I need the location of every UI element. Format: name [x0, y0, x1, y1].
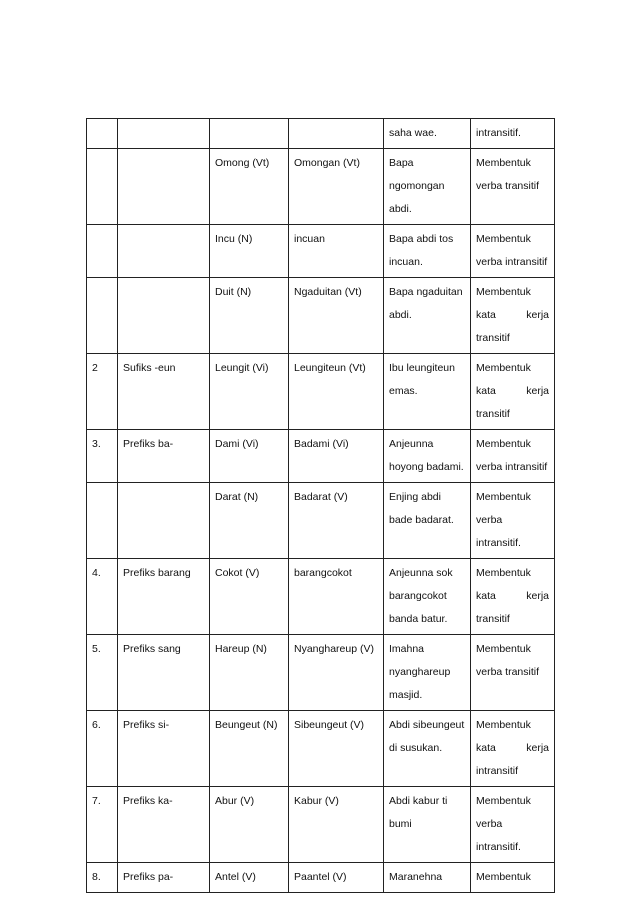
row-number-text: 4. [92, 567, 101, 579]
derived-word-text: Paantel (V) [294, 871, 347, 883]
description-text: Membentuk verba transitif [476, 157, 540, 192]
derived-word-text: Badarat (V) [294, 491, 348, 503]
table-row [87, 711, 555, 787]
derived-word-cell [289, 278, 384, 354]
derived-word-cell [289, 635, 384, 711]
affix-text: Prefiks ba- [123, 438, 174, 450]
derived-word-text: Ngaduitan (Vt) [294, 286, 362, 298]
example-sentence-text: Abdi kabur ti bumi [389, 795, 448, 830]
derived-word-cell [289, 483, 384, 559]
affix-cell [118, 483, 210, 559]
description-cell [471, 483, 555, 559]
derived-word-cell [289, 354, 384, 430]
base-word-cell [210, 483, 289, 559]
description-text: intransitif. [476, 127, 521, 139]
row-number-text: 6. [92, 719, 101, 731]
description-text: Membentuk verba intransitif [476, 438, 548, 473]
base-word-text: Incu (N) [215, 233, 253, 245]
description-text: Membentuk kata kerja intransitif [476, 719, 549, 777]
row-number-cell [87, 119, 118, 149]
derived-word-cell [289, 863, 384, 893]
affix-text: Prefiks si- [123, 719, 170, 731]
description-text: Membentuk kata kerja transitif [476, 567, 549, 625]
description-text: Membentuk kata kerja transitif [476, 286, 549, 344]
derived-word-cell [289, 225, 384, 278]
derived-word-text: Badami (Vi) [294, 438, 349, 450]
base-word-text: Leungit (Vi) [215, 362, 269, 374]
base-word-cell [210, 119, 289, 149]
base-word-text: Abur (V) [215, 795, 255, 807]
row-number-cell [87, 635, 118, 711]
description-text: Membentuk kata kerja transitif [476, 362, 549, 420]
table-row [87, 430, 555, 483]
example-sentence-text: Bapa abdi tos incuan. [389, 233, 454, 268]
row-number-text: 5. [92, 643, 101, 655]
table-row [87, 787, 555, 863]
row-number-cell [87, 711, 118, 787]
base-word-cell [210, 430, 289, 483]
description-text: Membentuk [476, 871, 531, 883]
table-row [87, 559, 555, 635]
description-cell [471, 559, 555, 635]
row-number-cell [87, 787, 118, 863]
derived-word-cell [289, 711, 384, 787]
base-word-text: Hareup (N) [215, 643, 267, 655]
row-number-text: 8. [92, 871, 101, 883]
example-sentence-cell [384, 430, 471, 483]
description-text: Membentuk verba intransitif. [476, 491, 531, 549]
base-word-cell [210, 149, 289, 225]
description-cell [471, 149, 555, 225]
derived-word-cell [289, 787, 384, 863]
table-row [87, 119, 555, 149]
base-word-cell [210, 559, 289, 635]
example-sentence-text: Abdi sibeungeut di susukan. [389, 719, 465, 754]
row-number-text: 3. [92, 438, 101, 450]
affix-text: Prefiks pa- [123, 871, 174, 883]
affix-text: Prefiks ka- [123, 795, 173, 807]
example-sentence-cell [384, 225, 471, 278]
base-word-cell [210, 225, 289, 278]
table-row [87, 354, 555, 430]
base-word-text: Beungeut (N) [215, 719, 278, 731]
row-number-cell [87, 225, 118, 278]
affix-cell [118, 119, 210, 149]
row-number-cell [87, 430, 118, 483]
derived-word-text: incuan [294, 233, 325, 245]
row-number-cell [87, 559, 118, 635]
derived-word-cell [289, 430, 384, 483]
description-cell [471, 119, 555, 149]
derived-word-text: Omongan (Vt) [294, 157, 360, 169]
example-sentence-text: Anjeunna sok barangcokot banda batur. [389, 567, 453, 625]
affix-cell [118, 225, 210, 278]
derived-word-cell [289, 559, 384, 635]
derived-word-cell [289, 119, 384, 149]
table-body [87, 119, 555, 893]
description-cell [471, 635, 555, 711]
derived-word-cell [289, 149, 384, 225]
example-sentence-cell [384, 635, 471, 711]
affix-text: Prefiks sang [123, 643, 181, 655]
description-cell [471, 711, 555, 787]
example-sentence-cell [384, 354, 471, 430]
base-word-text: Dami (Vi) [215, 438, 259, 450]
example-sentence-cell [384, 711, 471, 787]
derived-word-text: Nyanghareup (V) [294, 643, 374, 655]
base-word-text: Cokot (V) [215, 567, 260, 579]
description-text: Membentuk verba intransitif [476, 233, 548, 268]
example-sentence-cell [384, 863, 471, 893]
example-sentence-text: Bapa ngomongan abdi. [389, 157, 445, 215]
base-word-text: Duit (N) [215, 286, 252, 298]
row-number-text: 2 [92, 362, 98, 374]
example-sentence-cell [384, 559, 471, 635]
base-word-cell [210, 354, 289, 430]
affix-cell [118, 635, 210, 711]
base-word-cell [210, 863, 289, 893]
affix-cell [118, 354, 210, 430]
example-sentence-cell [384, 149, 471, 225]
example-sentence-text: Anjeunna hoyong badami. [389, 438, 464, 473]
row-number-cell [87, 149, 118, 225]
base-word-text: Antel (V) [215, 871, 256, 883]
example-sentence-text: Ibu leungiteun emas. [389, 362, 455, 397]
example-sentence-cell [384, 787, 471, 863]
example-sentence-text: Imahna nyanghareup masjid. [389, 643, 451, 701]
base-word-cell [210, 711, 289, 787]
derived-word-text: barangcokot [294, 567, 352, 579]
row-number-cell [87, 863, 118, 893]
example-sentence-text: Enjing abdi bade badarat. [389, 491, 454, 526]
table-row [87, 225, 555, 278]
derived-word-text: Sibeungeut (V) [294, 719, 365, 731]
description-cell [471, 354, 555, 430]
example-sentence-text: saha wae. [389, 127, 437, 139]
affix-cell [118, 787, 210, 863]
row-number-text: 7. [92, 795, 101, 807]
description-cell [471, 863, 555, 893]
table-row [87, 483, 555, 559]
affix-cell [118, 711, 210, 787]
description-cell [471, 225, 555, 278]
description-text: Membentuk verba transitif [476, 643, 540, 678]
affix-table [86, 118, 555, 893]
affix-cell [118, 863, 210, 893]
row-number-cell [87, 278, 118, 354]
affix-text: Prefiks barang [123, 567, 191, 579]
affix-text: Sufiks -eun [123, 362, 176, 374]
description-text: Membentuk verba intransitif. [476, 795, 531, 853]
base-word-cell [210, 635, 289, 711]
example-sentence-text: Maranehna [389, 871, 443, 883]
row-number-cell [87, 483, 118, 559]
affix-cell [118, 559, 210, 635]
example-sentence-cell [384, 483, 471, 559]
example-sentence-cell [384, 119, 471, 149]
description-cell [471, 787, 555, 863]
base-word-cell [210, 278, 289, 354]
affix-cell [118, 149, 210, 225]
base-word-text: Darat (N) [215, 491, 259, 503]
base-word-text: Omong (Vt) [215, 157, 270, 169]
derived-word-text: Kabur (V) [294, 795, 339, 807]
table-row [87, 635, 555, 711]
example-sentence-text: Bapa ngaduitan abdi. [389, 286, 463, 321]
derived-word-text: Leungiteun (Vt) [294, 362, 366, 374]
table-row [87, 278, 555, 354]
affix-cell [118, 278, 210, 354]
affix-cell [118, 430, 210, 483]
table-row [87, 149, 555, 225]
row-number-cell [87, 354, 118, 430]
table-row [87, 863, 555, 893]
base-word-cell [210, 787, 289, 863]
example-sentence-cell [384, 278, 471, 354]
description-cell [471, 430, 555, 483]
description-cell [471, 278, 555, 354]
